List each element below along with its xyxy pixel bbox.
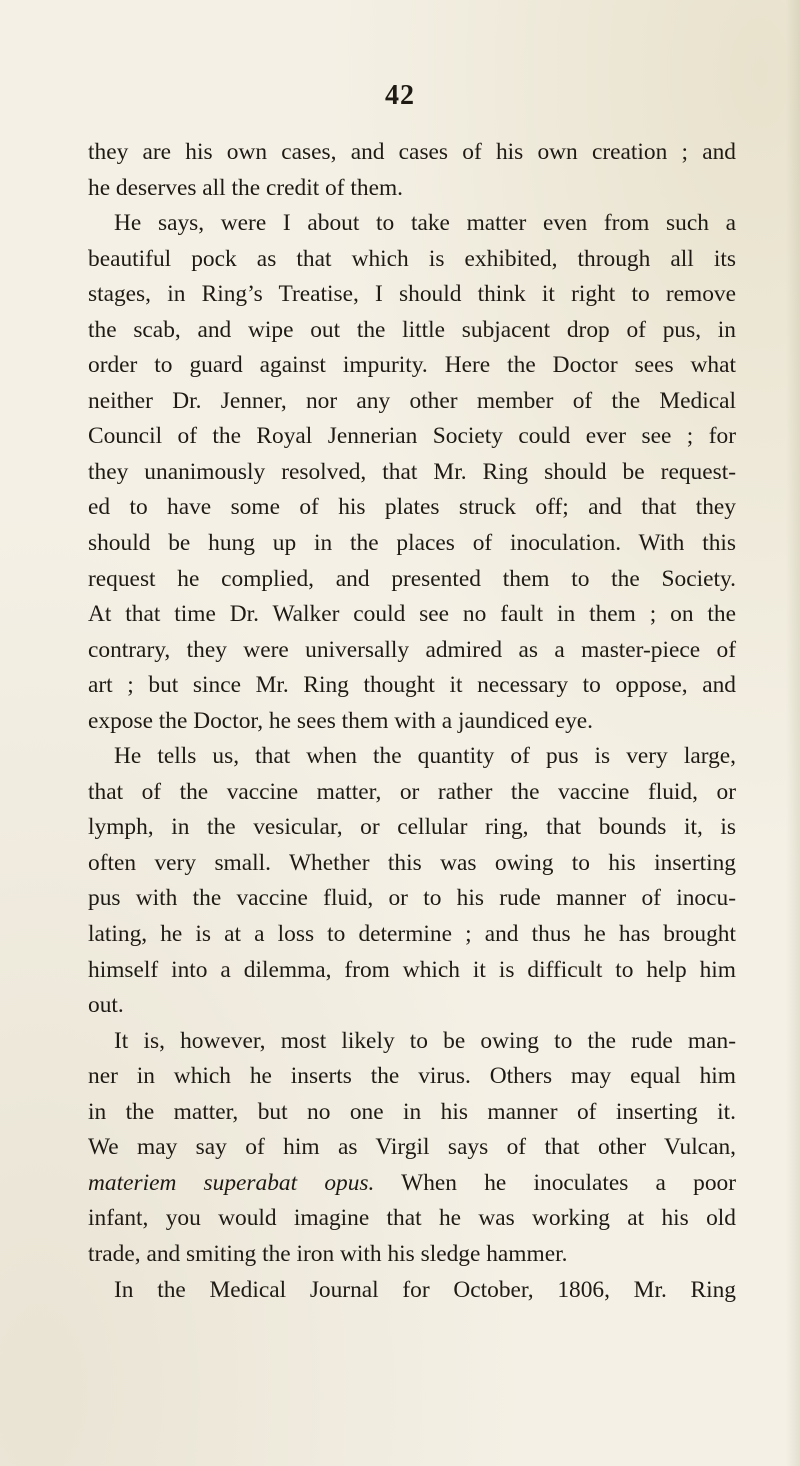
text-line-mixed [88,1166,736,1202]
text-line: expose the Doctor, he sees them with a jaundiced eye. [88,707,594,734]
text-line: pus with the vaccine fluid, or to his rude manner of inocu- [88,885,736,912]
text-line: ed to have some of his plates struck off; and that they [88,494,736,521]
page-number: 42 [385,80,415,111]
text-line: lating, he is at a loss to determine ; and thus he has brought [88,921,736,948]
latin-quotation: materiem superabat opus. [88,1169,375,1196]
text-line: order to guard against impurity. Here the Doctor sees what [88,352,736,379]
text-line: stages, in Ring’s Treatise, I should think it right to remove [88,281,736,308]
text-line: the scab, and wipe out the little subjacent drop of pus, in [88,316,736,343]
text-line: In the Medical Journal for October, 1806, Mr. Ring [114,1276,736,1303]
text-line-remainder: When he inoculates a poor [401,1169,736,1196]
text-line: they are his own cases, and cases of his own creation ; and [88,139,736,165]
text-line: infant, you would imagine that he was working at his old [88,1205,736,1232]
text-line: ner in which he inserts the virus. Others may equal him [88,1063,736,1090]
text-line: contrary, they were universally admired as a master-piece of [88,636,736,663]
text-line: in the matter, but no one in his manner of inserting it. [88,1098,736,1125]
text-line: Council of the Royal Jennerian Society could ever see ; for [88,423,736,450]
text-line: often very small. Whether this was owing to his inserting [88,849,736,876]
text-line: request he complied, and presented them to the Society. [88,565,736,592]
text-line: they unanimously resolved, that Mr. Ring should be request- [88,458,736,485]
page-edge-shading [786,0,800,1466]
text-line: himself into a dilemma, from which it is difficult to help him [88,956,736,983]
text-line: He tells us, that when the quantity of pus is very large, [114,743,736,770]
text-line: It is, however, most likely to be owing to the rude man- [114,1027,736,1054]
text-line: We may say of him as Virgil says of that other Vulcan, [88,1134,736,1161]
text-line: lymph, in the vesicular, or cellular ring, that bounds it, is [88,814,736,841]
text-line: trade, and smiting the iron with his sledge hammer. [88,1240,568,1267]
text-line: out. [88,992,124,1019]
body-text [88,135,736,1308]
text-line: he deserves all the credit of them. [88,174,403,201]
text-line: should be hung up in the places of inoculation. With this [88,530,736,557]
text-line: beautiful pock as that which is exhibited, through all its [88,245,736,272]
text-line: neither Dr. Jenner, nor any other member of the Medical [88,387,736,414]
text-line: He says, were I about to take matter even from such a [114,210,736,237]
text-line: At that time Dr. Walker could see no fault in them ; on the [88,601,736,628]
text-line: art ; but since Mr. Ring thought it necessary to oppose, and [88,672,736,699]
text-line: that of the vaccine matter, or rather the vaccine fluid, or [88,778,736,805]
